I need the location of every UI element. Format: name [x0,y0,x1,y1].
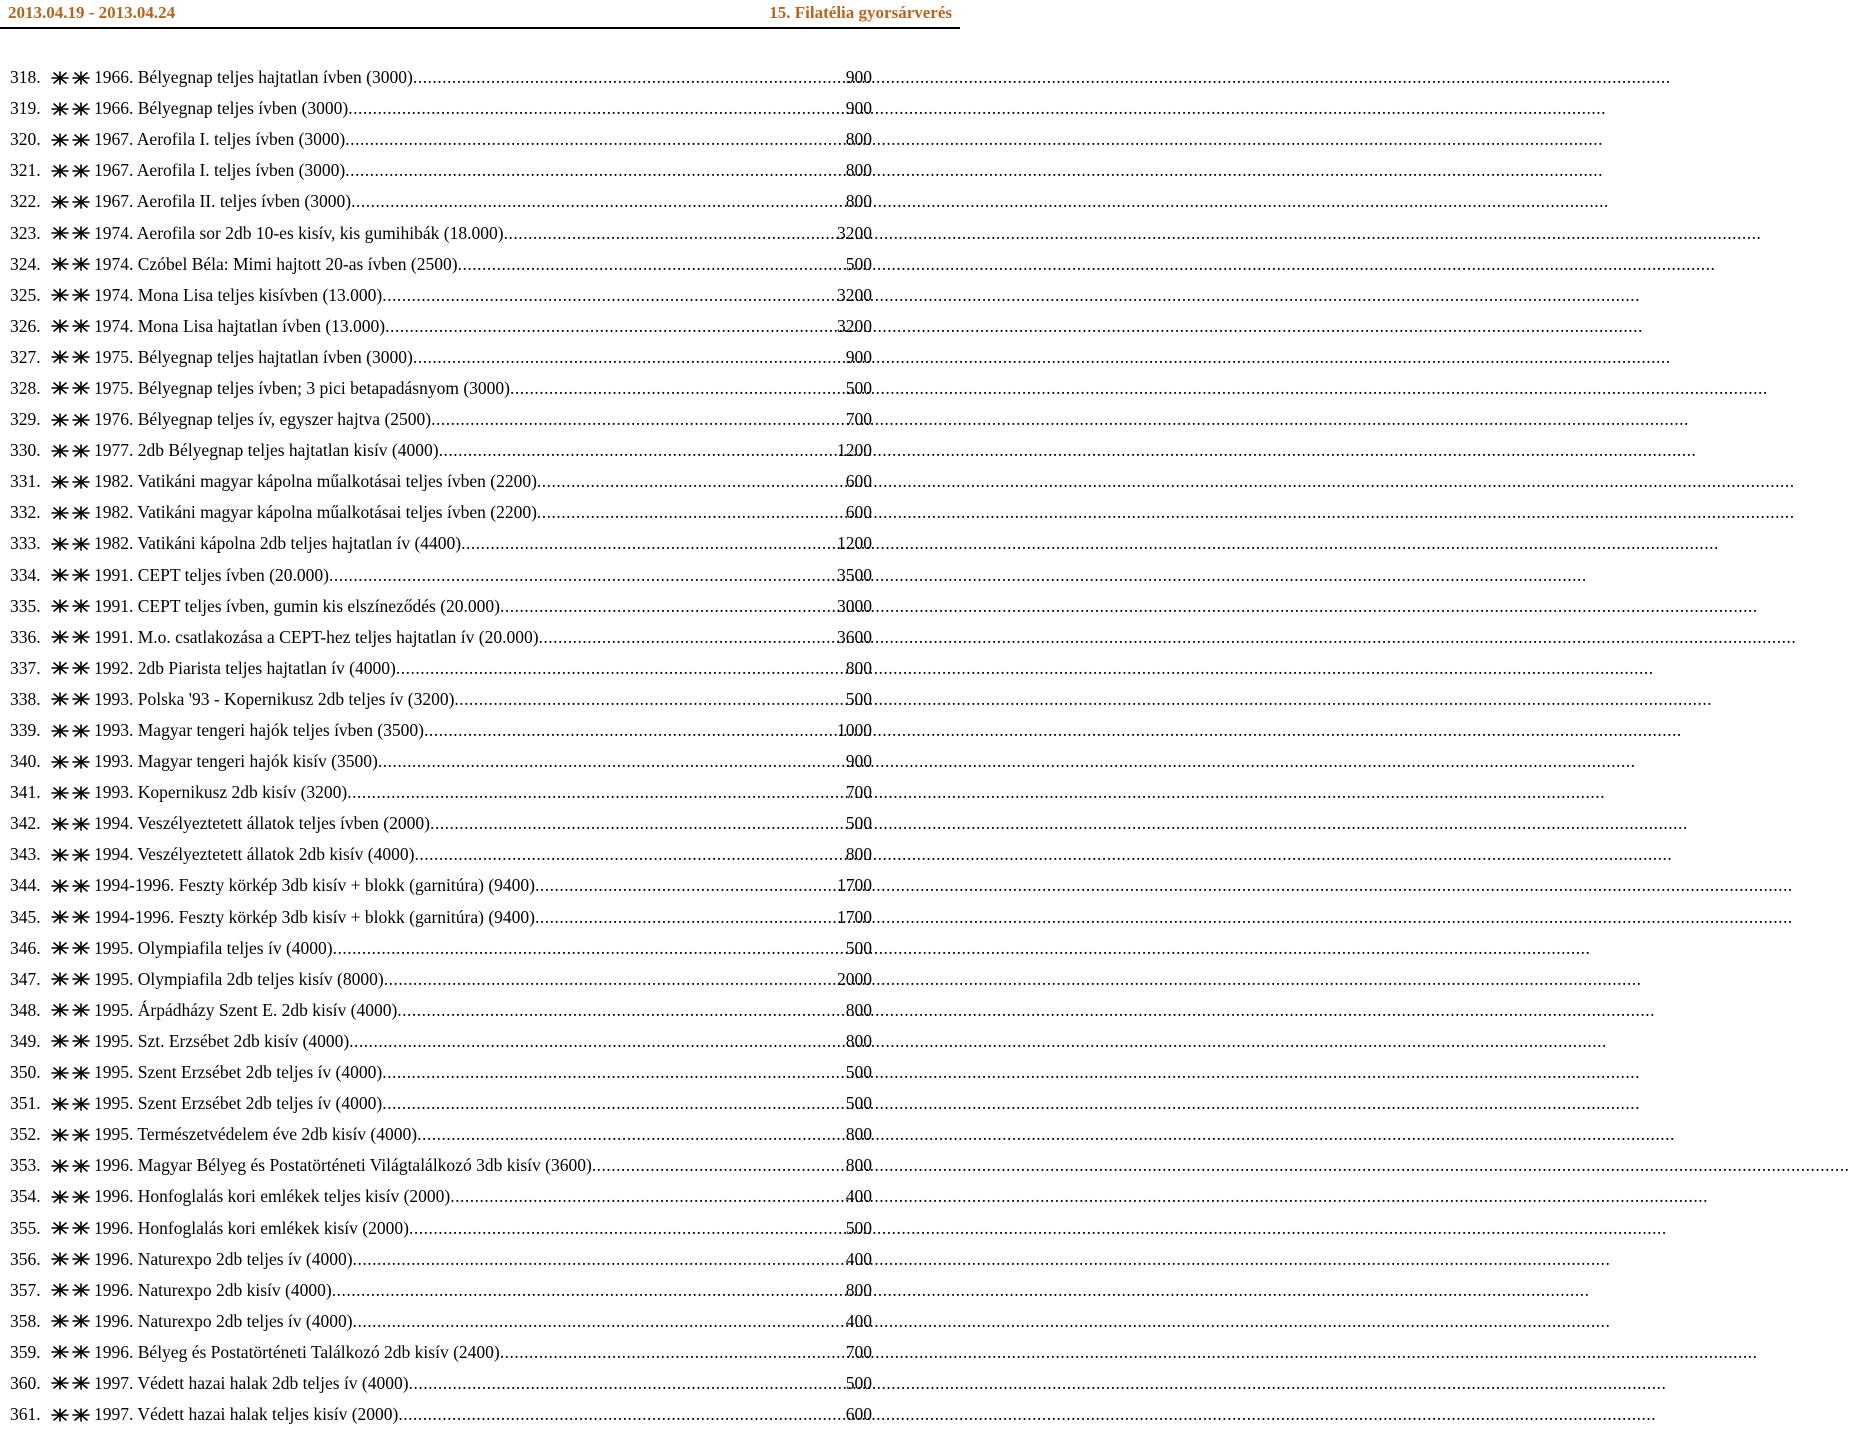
lot-description: 1996. Bélyeg és Postatörténeti Találkozó 2db kisív (2400) [94,1341,500,1362]
lot-price: 800 [845,1124,872,1145]
lot-row [10,1026,872,1057]
lot-price: 500 [845,1062,872,1083]
lot-row [10,715,872,746]
lot-price: 700 [845,409,872,430]
lot-price: 3200 [837,284,872,305]
lot-row [10,1244,872,1275]
dot-leader [431,409,846,430]
lot-description: 1991. CEPT teljes ívben, gumin kis elszíneződés (20.000) [94,595,501,616]
double-asterisk-mint-icon [50,1221,94,1235]
lot-number: 330. [10,440,41,461]
lot-number: 349. [10,1030,41,1051]
lot-number: 326. [10,315,41,336]
lot-row [10,1275,872,1306]
lot-number: 355. [10,1217,41,1238]
lot-row [10,280,872,311]
lot-description: 1967. Aerofila I. teljes ívben (3000) [94,160,346,181]
lot-description: 1996. Magyar Bélyeg és Postatörténeti Világtalálkozó 3db kisív (3600) [94,1155,592,1176]
lot-price: 1700 [837,906,872,927]
lot-description: 1995. Természetvédelem éve 2db kisív (4000) [94,1124,418,1145]
lot-price: 600 [845,1404,872,1425]
double-asterisk-mint-icon [50,661,94,675]
dot-leader [504,223,837,244]
lot-description: 1994. Veszélyeztetett állatok 2db kisív (4000) [94,844,415,865]
dot-leader [537,471,846,492]
lot-row [10,1306,872,1337]
dot-leader [413,347,846,368]
lot-row [10,1368,872,1399]
lot-price: 500 [845,1093,872,1114]
lot-price: 800 [845,1030,872,1051]
double-asterisk-mint-icon [50,848,94,862]
lot-row [10,373,872,404]
double-asterisk-mint-icon [50,381,94,395]
lot-row [10,995,872,1026]
lot-row [10,435,872,466]
double-asterisk-mint-icon [50,413,94,427]
dot-leader [384,969,837,990]
lot-description: 1974. Mona Lisa hajtatlan ívben (13.000) [94,315,386,336]
header-divider [0,27,960,29]
double-asterisk-mint-icon [50,1408,94,1422]
lot-description: 1974. Mona Lisa teljes kisívben (13.000) [94,284,383,305]
lot-description: 1994. Veszélyeztetett állatok teljes ívben (2000) [94,813,430,834]
dot-leader [535,875,837,896]
dot-leader [424,720,837,741]
lot-row [10,902,872,933]
dot-leader [409,1218,846,1239]
lot-row [10,62,872,93]
double-asterisk-mint-icon [50,506,94,520]
double-asterisk-mint-icon [50,879,94,893]
lot-description: 1974. Aerofila sor 2db 10-es kisív, kis gumihibák (18.000) [94,222,504,243]
dot-leader [458,254,846,275]
lot-number: 322. [10,191,41,212]
dot-leader [439,440,837,461]
lot-number: 338. [10,688,41,709]
lot-description: 1982. Vatikáni magyar kápolna műalkotásai teljes ívben (2200) [94,502,537,523]
lot-number: 336. [10,626,41,647]
lot-number: 319. [10,98,41,119]
lot-price: 700 [845,782,872,803]
double-asterisk-mint-icon [50,1345,94,1359]
double-asterisk-mint-icon [50,444,94,458]
lot-description: 1996. Naturexpo 2db kisív (4000) [94,1279,332,1300]
double-asterisk-mint-icon [50,257,94,271]
lot-price: 400 [845,1310,872,1331]
lot-price: 500 [845,688,872,709]
lot-description: 1993. Magyar tengeri hajók teljes ívben (3500) [94,720,424,741]
double-asterisk-mint-icon [50,1128,94,1142]
lot-description: 1995. Szent Erzsébet 2db teljes ív (4000) [94,1062,383,1083]
lot-number: 329. [10,409,41,430]
lot-description: 1992. 2db Piarista teljes hajtatlan ív (4000) [94,657,396,678]
lot-number: 359. [10,1341,41,1362]
lot-number: 352. [10,1124,41,1145]
lot-price: 800 [845,129,872,150]
lot-description: 1967. Aerofila I. teljes ívben (3000) [94,129,346,150]
dot-leader [454,689,845,710]
lot-description: 1993. Polska '93 - Kopernikusz 2db teljes ív (3200) [94,688,455,709]
double-asterisk-mint-icon [50,195,94,209]
lot-number: 327. [10,346,41,367]
lot-row [10,1399,872,1430]
lot-description: 1967. Aerofila II. teljes ívben (3000) [94,191,352,212]
lot-price: 700 [845,1341,872,1362]
dot-leader [382,1062,846,1083]
lot-row [10,839,872,870]
dot-leader [396,658,846,679]
double-asterisk-mint-icon [50,1034,94,1048]
lot-number: 347. [10,968,41,989]
lot-row [10,1212,872,1243]
lot-number: 357. [10,1279,41,1300]
lot-list [10,62,872,1430]
lot-description: 1996. Naturexpo 2db teljes ív (4000) [94,1248,353,1269]
dot-leader [329,565,837,586]
lot-price: 3200 [837,315,872,336]
dot-leader [500,596,837,617]
lot-description: 1995. Árpádházy Szent E. 2db kisív (4000) [94,999,398,1020]
lot-description: 1976. Bélyegnap teljes ív, egyszer hajtva (2500) [94,409,432,430]
lot-price: 2000 [837,968,872,989]
lot-number: 361. [10,1404,41,1425]
lot-number: 328. [10,377,41,398]
lot-description: 1982. Vatikáni magyar kápolna műalkotásai teljes ívben (2200) [94,471,537,492]
lot-row [10,155,872,186]
double-asterisk-mint-icon [50,941,94,955]
lot-number: 324. [10,253,41,274]
lot-price: 600 [845,471,872,492]
lot-row [10,497,872,528]
lot-row [10,777,872,808]
lot-description: 1975. Bélyegnap teljes hajtatlan ívben (3000) [94,346,413,367]
lot-price: 1200 [837,533,872,554]
lot-number: 341. [10,782,41,803]
lot-row [10,311,872,342]
double-asterisk-mint-icon [50,910,94,924]
lot-description: 1982. Vatikáni kápolna 2db teljes hajtatlan ív (4400) [94,533,462,554]
double-asterisk-mint-icon [50,133,94,147]
lot-price: 500 [845,1372,872,1393]
auction-title: 15. Filatélia gyorsárverés [769,3,952,22]
double-asterisk-mint-icon [50,319,94,333]
lot-description: 1996. Naturexpo 2db teljes ív (4000) [94,1310,353,1331]
lot-row [10,560,872,591]
dot-leader [417,1124,846,1145]
lot-price: 400 [845,1248,872,1269]
dot-leader [382,1093,846,1114]
lot-number: 339. [10,720,41,741]
double-asterisk-mint-icon [50,71,94,85]
lot-number: 342. [10,813,41,834]
lot-description: 1993. Magyar tengeri hajók kisív (3500) [94,751,378,772]
lot-description: 1966. Bélyegnap teljes ívben (3000) [94,98,349,119]
page-header [8,0,952,26]
dot-leader [414,844,845,865]
lot-row [10,684,872,715]
lot-description: 1995. Olympiafila 2db teljes kisív (8000) [94,968,384,989]
double-asterisk-mint-icon [50,1066,94,1080]
dot-leader [332,1280,846,1301]
lot-row [10,528,872,559]
lot-description: 1975. Bélyegnap teljes ívben; 3 pici betapadásnyom (3000) [94,377,511,398]
lot-row [10,808,872,839]
double-asterisk-mint-icon [50,1314,94,1328]
lot-number: 354. [10,1186,41,1207]
lot-row [10,933,872,964]
double-asterisk-mint-icon [50,568,94,582]
lot-description: 1966. Bélyegnap teljes hajtatlan ívben (3000) [94,67,413,88]
lot-number: 334. [10,564,41,585]
lot-number: 332. [10,502,41,523]
lot-description: 1996. Honfoglalás kori emlékek kisív (2000) [94,1217,409,1238]
lot-row [10,217,872,248]
dot-leader [500,1342,846,1363]
lot-number: 323. [10,222,41,243]
double-asterisk-mint-icon [50,475,94,489]
lot-price: 600 [845,502,872,523]
lot-number: 337. [10,657,41,678]
dot-leader [385,316,837,337]
lot-row [10,124,872,155]
lot-price: 800 [845,160,872,181]
lot-price: 900 [845,98,872,119]
lot-row [10,186,872,217]
lot-price: 3200 [837,222,872,243]
lot-price: 3600 [837,626,872,647]
dot-leader [535,907,837,928]
lot-row [10,1119,872,1150]
dot-leader [351,191,846,212]
lot-price: 1700 [837,875,872,896]
dot-leader [345,160,845,181]
lot-price: 900 [845,751,872,772]
dot-leader [510,378,846,399]
lot-price: 3000 [837,595,872,616]
lot-price: 400 [845,1186,872,1207]
lot-description: 1994-1996. Feszty körkép 3db kisív + blokk (garnitúra) (9400) [94,906,535,927]
lot-row [10,870,872,901]
lot-price: 800 [845,999,872,1020]
lot-price: 1000 [837,720,872,741]
lot-description: 1994-1996. Feszty körkép 3db kisív + blokk (garnitúra) (9400) [94,875,535,896]
dot-leader [398,1404,845,1425]
lot-description: 1993. Kopernikusz 2db kisív (3200) [94,782,348,803]
double-asterisk-mint-icon [50,630,94,644]
lot-number: 360. [10,1372,41,1393]
lot-number: 343. [10,844,41,865]
lot-row [10,591,872,622]
lot-number: 358. [10,1310,41,1331]
lot-price: 800 [845,1155,872,1176]
dot-leader [539,627,837,648]
lot-row [10,964,872,995]
lot-number: 356. [10,1248,41,1269]
lot-number: 353. [10,1155,41,1176]
double-asterisk-mint-icon [50,755,94,769]
double-asterisk-mint-icon [50,350,94,364]
lot-number: 340. [10,751,41,772]
double-asterisk-mint-icon [50,724,94,738]
lot-number: 344. [10,875,41,896]
lot-price: 500 [845,253,872,274]
double-asterisk-mint-icon [50,102,94,116]
lot-description: 1991. CEPT teljes ívben (20.000) [94,564,329,585]
lot-price: 500 [845,377,872,398]
dot-leader [353,1311,846,1332]
dot-leader [333,938,846,959]
double-asterisk-mint-icon [50,786,94,800]
lot-number: 325. [10,284,41,305]
lot-price: 500 [845,1217,872,1238]
lot-row [10,622,872,653]
dot-leader [450,1186,846,1207]
lot-row [10,1337,872,1368]
double-asterisk-mint-icon [50,164,94,178]
dot-leader [413,67,846,88]
double-asterisk-mint-icon [50,1376,94,1390]
double-asterisk-mint-icon [50,817,94,831]
lot-row [10,1057,872,1088]
dot-leader [537,502,846,523]
lot-number: 346. [10,937,41,958]
dot-leader [378,751,846,772]
double-asterisk-mint-icon [50,1159,94,1173]
double-asterisk-mint-icon [50,972,94,986]
double-asterisk-mint-icon [50,1252,94,1266]
double-asterisk-mint-icon [50,537,94,551]
dot-leader [348,98,846,119]
lot-row [10,404,872,435]
lot-price: 900 [845,346,872,367]
lot-number: 333. [10,533,41,554]
lot-price: 1200 [837,440,872,461]
lot-description: 1997. Védett hazai halak teljes kisív (2000) [94,1404,399,1425]
lot-price: 800 [845,1279,872,1300]
double-asterisk-mint-icon [50,1003,94,1017]
lot-row [10,1181,872,1212]
dot-leader [382,285,837,306]
lot-number: 335. [10,595,41,616]
lot-row [10,1150,872,1181]
lot-description: 1974. Czóbel Béla: Mimi hajtott 20-as ívben (2500) [94,253,458,274]
lot-number: 345. [10,906,41,927]
dot-leader [430,813,846,834]
double-asterisk-mint-icon [50,1097,94,1111]
double-asterisk-mint-icon [50,1283,94,1297]
lot-number: 321. [10,160,41,181]
lot-row [10,342,872,373]
lot-row [10,249,872,280]
lot-price: 800 [845,844,872,865]
dot-leader [461,533,837,554]
lot-description: 1996. Honfoglalás kori emlékek teljes kisív (2000) [94,1186,451,1207]
lot-description: 1991. M.o. csatlakozása a CEPT-hez teljes hajtatlan ív (20.000) [94,626,539,647]
lot-description: 1995. Szent Erzsébet 2db teljes ív (4000) [94,1093,383,1114]
dot-leader [409,1373,846,1394]
lot-price: 3500 [837,564,872,585]
lot-number: 351. [10,1093,41,1114]
dot-leader [345,129,845,150]
lot-number: 320. [10,129,41,150]
dot-leader [349,1031,846,1052]
lot-row [10,746,872,777]
double-asterisk-mint-icon [50,288,94,302]
dot-leader [347,782,846,803]
lot-number: 318. [10,67,41,88]
lot-number: 350. [10,1062,41,1083]
lot-price: 500 [845,813,872,834]
double-asterisk-mint-icon [50,226,94,240]
lot-number: 331. [10,471,41,492]
lot-row [10,93,872,124]
lot-price: 800 [845,191,872,212]
lot-description: 1995. Szt. Erzsébet 2db kisív (4000) [94,1030,350,1051]
double-asterisk-mint-icon [50,1190,94,1204]
lot-description: 1977. 2db Bélyegnap teljes hajtatlan kisív (4000) [94,440,439,461]
dot-leader [353,1249,846,1270]
lot-price: 900 [845,67,872,88]
double-asterisk-mint-icon [50,599,94,613]
lot-row [10,466,872,497]
date-range: 2013.04.19 - 2013.04.24 [8,3,176,22]
lot-number: 348. [10,999,41,1020]
lot-row [10,653,872,684]
dot-leader [592,1155,846,1176]
double-asterisk-mint-icon [50,692,94,706]
lot-description: 1997. Védett hazai halak 2db teljes ív (4000) [94,1372,409,1393]
lot-description: 1995. Olympiafila teljes ív (4000) [94,937,333,958]
dot-leader [397,1000,845,1021]
lot-price: 500 [845,937,872,958]
lot-price: 800 [845,657,872,678]
lot-row [10,1088,872,1119]
